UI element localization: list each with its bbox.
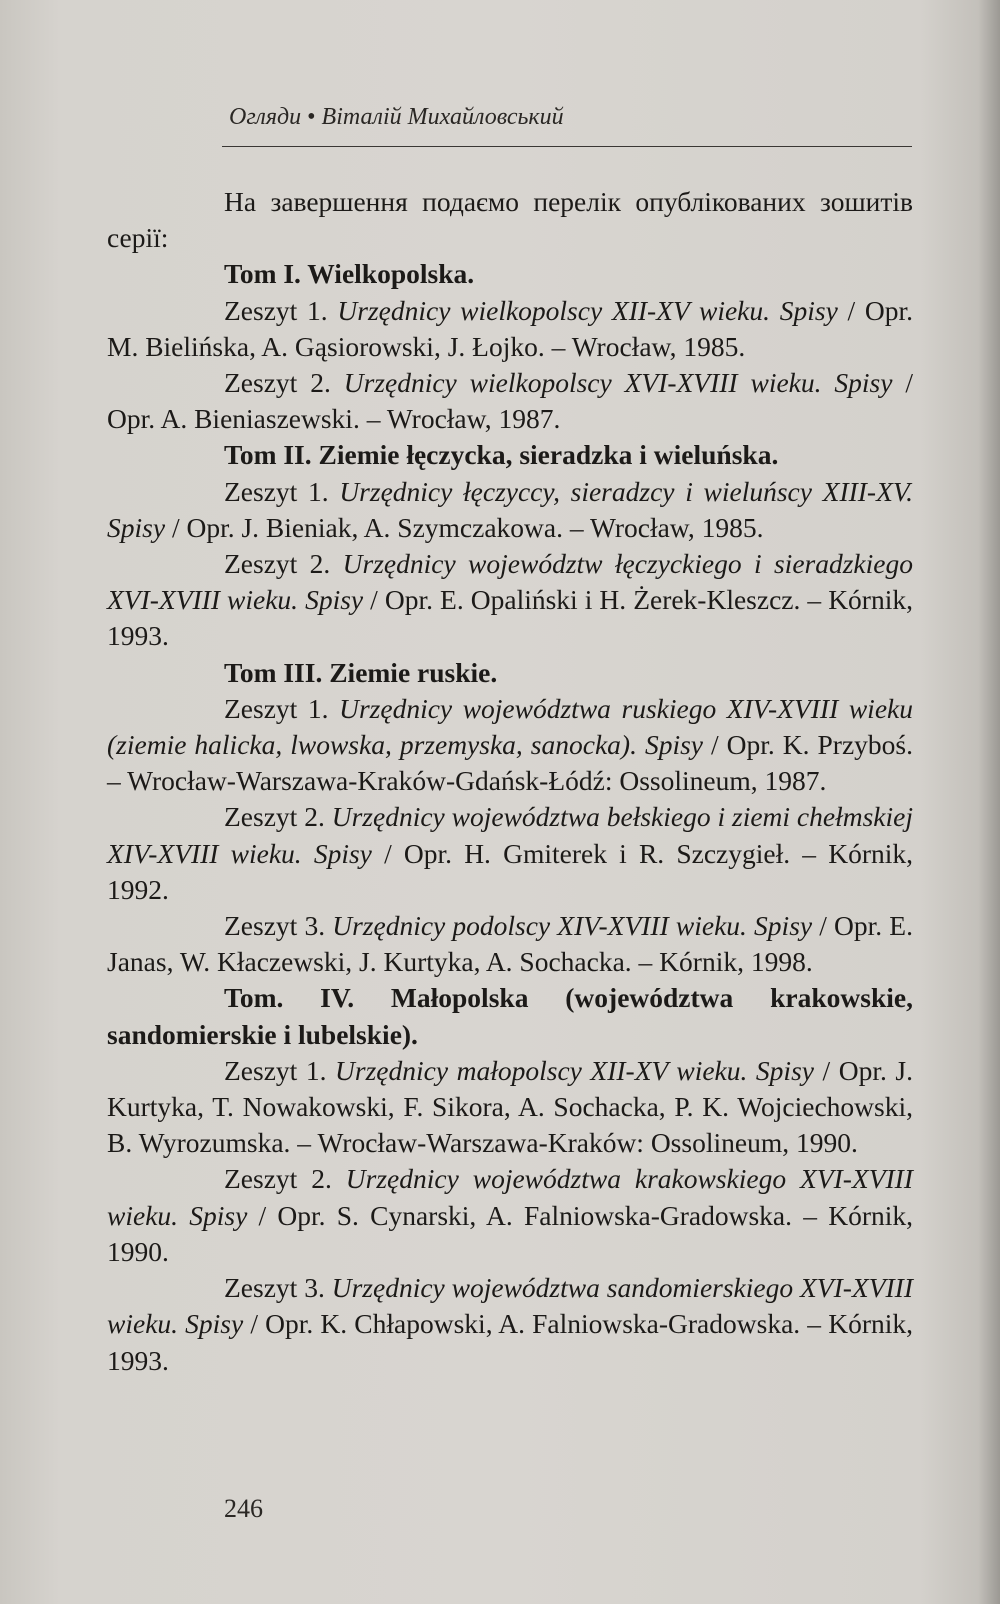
issue-entry [107,1161,913,1270]
issue-title: Urzędnicy województwa sandomierskiego XVI-XVIII wieku. Spisy [107,1272,913,1340]
issue-label: Zeszyt 2. [224,1163,346,1195]
volume-title: Tom. IV. Małopolska (województwa krakowskie, sandomierskie i lubelskie). [107,982,913,1050]
issue-details: / Opr. A. Bieniaszewski. – Wrocław, 1987. [107,367,913,435]
issue-title: Urzędnicy wielkopolscy XII-XV wieku. Spisy [337,294,838,326]
issue-label: Zeszyt 2. [224,367,344,399]
issue-details: / Opr. E. Opaliński i H. Żerek-Kleszcz. – Kórnik, 1993. [107,584,913,652]
issue-label: Zeszyt 2. [224,548,343,580]
issue-entry [107,546,913,655]
issue-entry [107,474,913,546]
issue-label: Zeszyt 2. [224,801,332,833]
volume-title: Tom III. Ziemie ruskie. [224,656,498,688]
issue-entry [107,1270,913,1379]
issue-title: Urzędnicy województwa bełskiego i ziemi chełmskiej XIV-XVIII wieku. Spisy [107,801,913,869]
running-head-section: Огляди [229,104,302,130]
running-head [229,104,564,131]
issue-label: Zeszyt 3. [224,1272,332,1304]
issue-details: / Opr. J. Bieniak, A. Szymczakowa. – Wrocław, 1985. [165,511,764,543]
issue-label: Zeszyt 1. [224,294,338,326]
body-text [107,184,913,1379]
issue-entry [107,1053,913,1162]
intro-paragraph: На завершення подаємо перелік опублікованих зошитів серії: [107,186,913,254]
issue-entry [107,365,913,437]
issue-details: / Opr. M. Bielińska, A. Gąsiorowski, J. Łojko. – Wrocław, 1985. [107,294,914,362]
issue-title: Urzędnicy województwa ruskiego XIV-XVIII wieku (ziemie halicka, lwowska, przemyska, sanocka). Spisy [107,692,913,761]
issue-details: / Opr. J. Kurtyka, T. Nowakowski, F. Sikora, A. Sochacka, P. K. Wojciechowski, B. Wyrozumska. – Wrocław-Warszawa-Kraków: Ossolineum, 1990. [107,1054,913,1159]
volume-title: Tom II. Ziemie łęczycka, sieradzka i wieluńska. [224,439,779,471]
issue-details: / Opr. E. Janas, W. Kłaczewski, J. Kurtyka, A. Sochacka. – Kórnik, 1998. [107,910,913,978]
issue-entry [107,293,913,365]
running-head-author: Віталій Михайловський [321,104,564,130]
issue-label: Zeszyt 3. [224,910,333,942]
running-head-separator: • [307,104,316,130]
page-number: 246 [224,1494,263,1523]
issue-details: / Opr. K. Chłapowski, A. Falniowska-Gradowska. – Kórnik, 1993. [107,1308,913,1376]
header-rule [222,146,912,147]
issue-title: Urzędnicy województw łęczyckiego i sieradzkiego XVI-XVIII wieku. Spisy [107,548,913,616]
issue-details: / Opr. H. Gmiterek i R. Szczygieł. – Kórnik, 1992. [107,837,914,905]
issue-entry [107,908,913,980]
issue-details: / Opr. K. Przyboś. – Wrocław-Warszawa-Kraków-Gdańsk-Łódź: Ossolineum, 1987. [107,729,913,797]
issue-details: / Opr. S. Cynarski, A. Falniowska-Gradowska. – Kórnik, 1990. [107,1199,913,1267]
issue-title: Urzędnicy województwa krakowskiego XVI-XVIII wieku. Spisy [107,1163,913,1231]
issue-title: Urzędnicy podolscy XIV-XVIII wieku. Spisy [332,910,813,942]
issue-label: Zeszyt 1. [224,692,340,724]
issue-title: Urzędnicy wielkopolscy XVI-XVIII wieku. Spisy [343,367,893,399]
issue-title: Urzędnicy łęczyccy, sieradzcy i wieluńscy XIII-XV. Spisy [107,475,913,543]
issue-label: Zeszyt 1. [224,1054,336,1086]
spine-shadow [978,0,1000,1604]
issue-entry [107,799,913,908]
issue-entry [107,691,913,800]
volume-title: Tom I. Wielkopolska. [224,258,475,290]
issue-title: Urzędnicy małopolscy XII-XV wieku. Spisy [335,1054,814,1086]
issue-label: Zeszyt 1. [224,475,340,507]
